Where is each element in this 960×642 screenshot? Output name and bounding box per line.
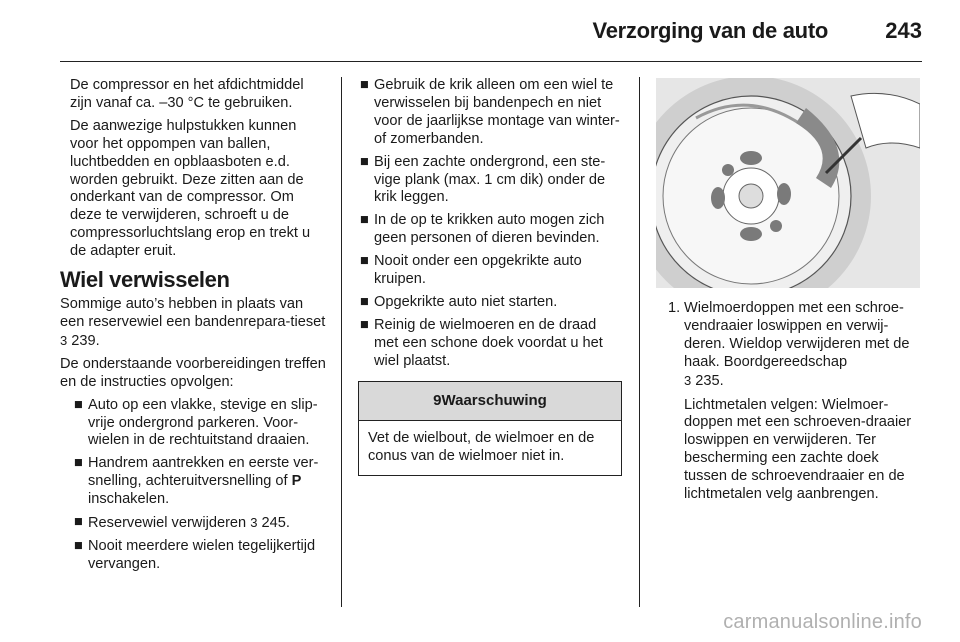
bullet-icon: ■ [360,77,369,93]
list-item [60,397,328,451]
intro-paragraph-1: De compressor en het afdichtmiddel zijn vanaf ca. –30 °C te gebruiken. [70,77,304,111]
column-right [656,300,924,510]
step-number: 1. [668,300,681,316]
warning-body: Vet de wielbout, de wielmoer en de conus van de wielmoer niet in. [368,429,595,464]
bullet-icon: ■ [74,514,83,531]
list-item [60,538,328,574]
paragraph-repair-kit-text: Sommige auto’s hebben in plaats van een reservewiel een bandenrepara-tieset [60,296,326,330]
page-number: 243 [885,18,922,43]
step-text-alloy: Lichtmetalen velgen: Wielmoer-doppen met een schroeven-draaier loswippen en verwijderen. Ter bescherming een zachte doek tussen de schroevendraaier en de lichtmetalen velg aanbrengen. [684,396,912,503]
reference-arrow-icon: 3 [60,332,68,348]
wheel-illustration-icon [656,78,920,288]
intro-paragraph-2: De aanwezige hulpstukken kunnen voor het oppompen van ballen, luchtbedden en opblaasboten e.d. worden gebruikt. Deze zitten aan de onderkant van de compressor. Om deze te verwijderen, schroeft u de compressorluchtslang erop en trekt u de adapter eruit. [70,117,311,260]
list-item [358,253,624,289]
step-list [656,300,924,504]
bullet-icon: ■ [74,455,83,472]
list-item [60,514,328,533]
watermark-text: carmanualsonline.info [723,611,922,633]
bullet-icon: ■ [74,396,83,413]
page-reference-link[interactable]: 235. [695,372,724,389]
bullet-icon: ■ [360,293,369,310]
list-item [358,212,624,248]
list-item-text: Nooit meerdere wielen tegelijkertijd vervangen. [88,537,316,572]
step-text [684,300,924,391]
safety-list [358,77,624,371]
list-item-text: Opgekrikte auto niet starten. [374,293,558,310]
bullet-icon: ■ [74,537,83,554]
bullet-icon: ■ [360,316,369,333]
column-left [60,77,328,579]
gear-p-label: P [291,473,302,490]
list-item [60,455,328,509]
bullet-icon: ■ [360,153,369,170]
header-divider [60,61,922,62]
wheel-cover-illustration [656,78,920,288]
preparation-list [60,397,328,574]
list-item-text: In de op te krikken auto mogen zich geen personen of dieren bevinden. [374,212,605,247]
column-middle [358,77,624,476]
warning-box [358,381,622,477]
list-item-text: Reinig de wielmoeren en de draad met een schone doek voordat u het wiel plaatst. [374,316,603,369]
column-divider [341,77,342,607]
list-item-text: Handrem aantrekken en eerste ver-snelling, achteruitversnelling of [88,455,319,490]
warning-title: Waarschuwing [441,391,547,409]
list-item-text: Auto op een vlakke, stevige en slip-vrije ondergrond parkeren. Voor-wielen in de rechtuitstand draaien. [88,396,318,449]
warning-header [359,382,621,421]
paragraph-repair-kit [60,296,328,351]
paragraph-preparations: De onderstaande voorbereidingen treffen en de instructies opvolgen: [60,355,326,390]
step-item [656,300,924,504]
list-item [358,77,624,149]
reference-arrow-icon: 3 [684,372,692,388]
bullet-icon: ■ [360,212,369,229]
reference-arrow-icon: 3 [250,515,258,531]
section-heading: Wiel verwisselen [60,267,230,293]
step-text-main: Wielmoerdoppen met een schroe-vendraaier loswippen en verwij-deren. Wieldop verwijderen met de haak. Boordgereedschap [684,300,910,370]
bullet-icon: ■ [360,253,369,270]
page-reference-link[interactable]: 239. [71,332,100,349]
list-item-text: inschakelen. [88,491,170,508]
list-item [358,154,624,208]
list-item-text: Reservewiel verwijderen [88,515,247,532]
list-item-text: Nooit onder een opgekrikte auto kruipen. [374,253,582,288]
list-item [358,294,624,312]
list-item-text: Bij een zachte ondergrond, een ste-vige plank (max. 1 cm dik) onder de krik leggen. [374,153,606,206]
page-reference-link[interactable]: 245. [261,515,290,532]
column-divider [639,77,640,607]
page-title: Verzorging van de auto [592,18,828,43]
warning-icon: 9 [433,391,442,409]
list-item [358,317,624,371]
list-item-text: Gebruik de krik alleen om een wiel te verwisselen bij bandenpech en niet voor de jaarlijkse montage van winter- of zomerbanden. [374,77,620,147]
